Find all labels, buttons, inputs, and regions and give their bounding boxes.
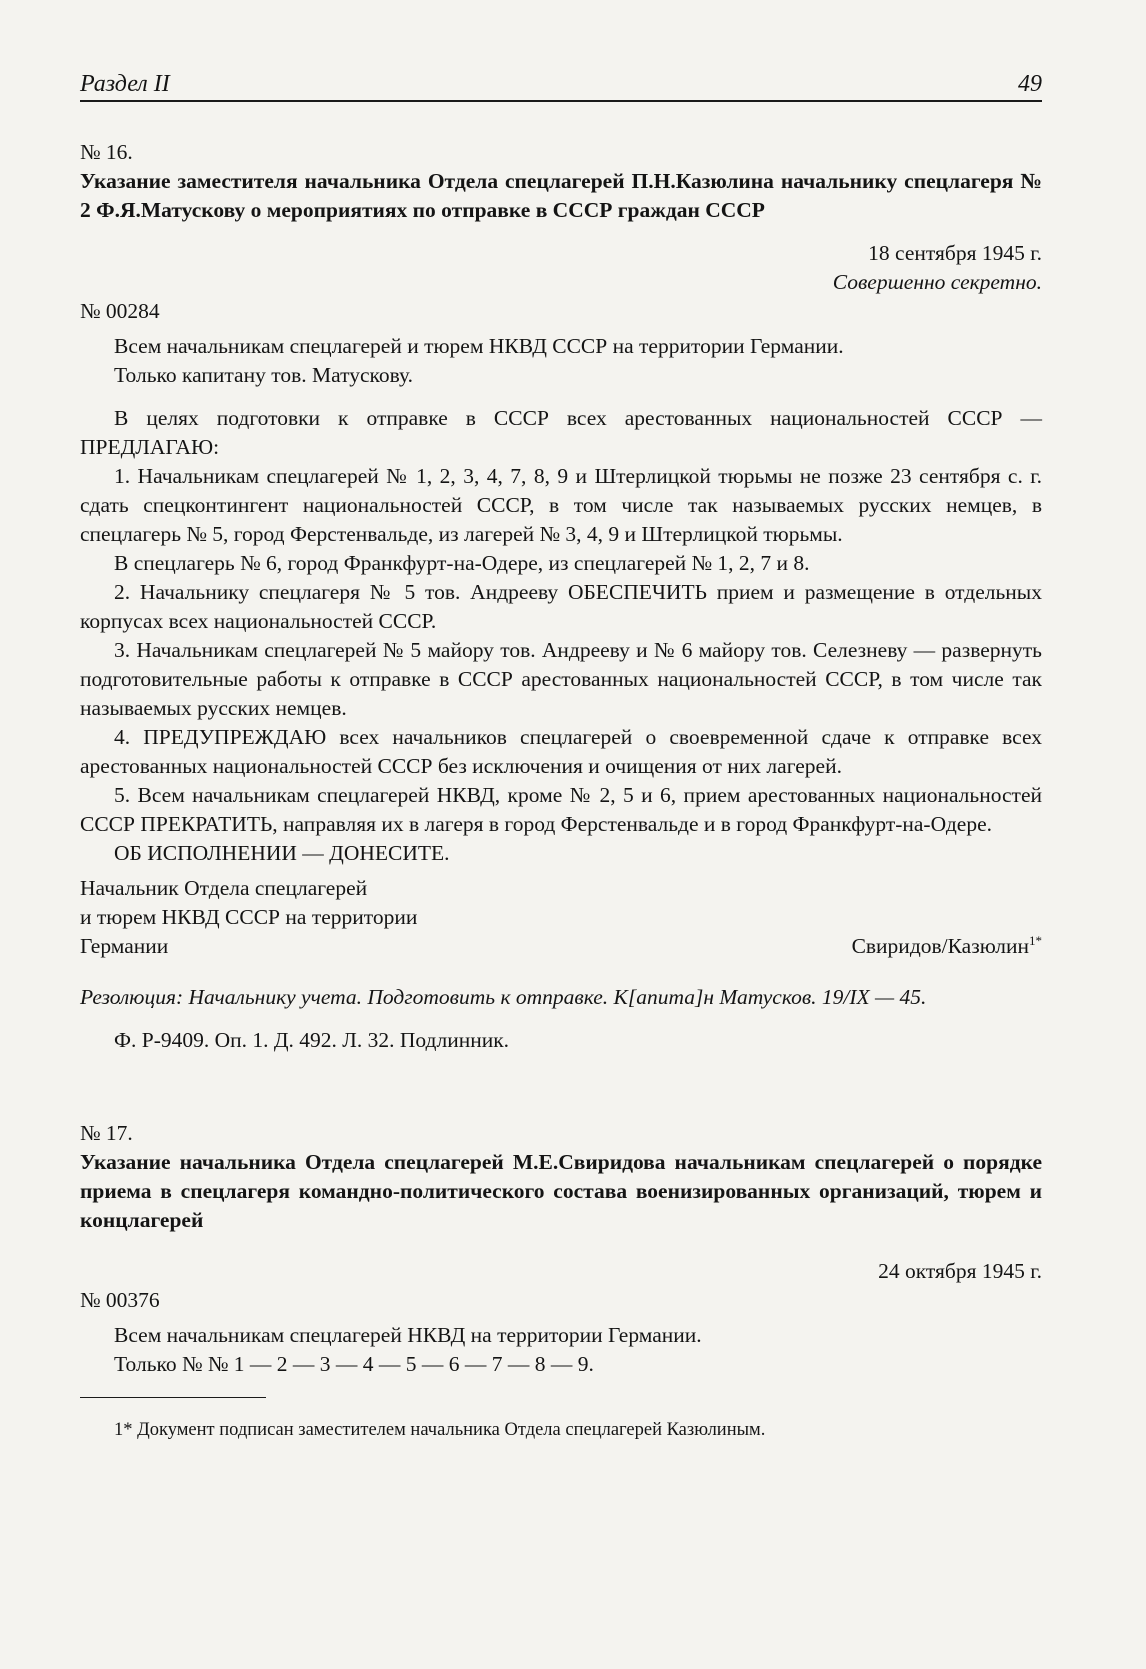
doc16-item-4: 4. ПРЕДУПРЕЖДАЮ всех начальников спецлагерей о своевременной сдаче к отправке всех арестованных национальностей СССР без исключения и очищения от них лагерей. (80, 725, 1042, 778)
section-title: Раздел II (80, 71, 170, 97)
doc16-signer (852, 932, 1042, 961)
doc17-addressee-1: Всем начальникам спецлагерей НКВД на территории Германии. (114, 1323, 702, 1347)
document-16 (80, 138, 1042, 1055)
doc16-resolution: Резолюция: Начальнику учета. Подготовить к отправке. К[апита]н Матусков. 19/IX — 45. (80, 985, 927, 1009)
running-header (80, 70, 1042, 102)
doc16-footnote-ref: 1* (1029, 932, 1042, 948)
page-number: 49 (1018, 71, 1042, 97)
doc16-reg-number: № 00284 (80, 299, 160, 323)
document-17 (80, 1119, 1042, 1379)
doc16-report: ОБ ИСПОЛНЕНИИ — ДОНЕСИТЕ. (114, 841, 450, 865)
doc16-date: 18 сентября 1945 г. (868, 241, 1042, 265)
doc16-classification: Совершенно секретно. (832, 270, 1042, 294)
doc16-signer-title: Начальник Отдела спецлагерей и тюрем НКВД СССР на территории Германии (80, 876, 418, 958)
doc16-title: Указание заместителя начальника Отдела спецлагерей П.Н.Казюлина начальнику спецлагеря № 2 Ф.Я.Матускову о мероприятиях по отправке в СССР граждан СССР (80, 169, 1042, 222)
doc17-number: № 17. (80, 1121, 133, 1145)
doc16-signature-block (80, 874, 1042, 961)
doc16-item-1: 1. Начальникам спецлагерей № 1, 2, 3, 4, 7, 8, 9 и Штерлицкой тюрьмы не позже 23 сентября с. г. сдать спецконтингент национальностей СССР, в том числе так называемых русских немцев, в спецлагерь № 5, город Ферстенвальде, из лагерей № 3, 4, 9 и Штерлицкой тюрьмы. (80, 464, 1042, 546)
doc16-item-3: 3. Начальникам спецлагерей № 5 майору тов. Андрееву и № 6 майору тов. Селезневу — развернуть подготовительные работы к отправке в СССР арестованных национальностей СССР, в том числе так называемых русских немцев. (80, 638, 1042, 720)
doc16-addressee-1: Всем начальникам спецлагерей и тюрем НКВД СССР на территории Германии. (114, 334, 844, 358)
doc17-addressee-2: Только № № 1 — 2 — 3 — 4 — 5 — 6 — 7 — 8 — 9. (114, 1352, 594, 1376)
doc16-item-2: 2. Начальнику спецлагеря № 5 тов. Андрееву ОБЕСПЕЧИТЬ прием и размещение в отдельных корпусах всех национальностей СССР. (80, 580, 1042, 633)
doc16-archive-ref: Ф. Р-9409. Оп. 1. Д. 492. Л. 32. Подлинник. (114, 1028, 510, 1052)
doc17-title: Указание начальника Отдела спецлагерей М.Е.Свиридова начальникам спецлагерей о порядке приема в спецлагеря командно-политического состава военизированных организаций, тюрем и концлагерей (80, 1150, 1042, 1232)
doc17-date: 24 октября 1945 г. (878, 1259, 1042, 1283)
footnote-1-text: Документ подписан заместителем начальника Отдела спецлагерей Казюлиным. (137, 1419, 766, 1440)
doc17-reg-number: № 00376 (80, 1288, 160, 1312)
doc16-item-1b: В спецлагерь № 6, город Франкфурт-на-Одере, из спецлагерей № 1, 2, 7 и 8. (114, 551, 810, 575)
footnote-1 (80, 1417, 1042, 1443)
footnote-1-mark: 1* (114, 1419, 133, 1440)
doc16-number: № 16. (80, 140, 133, 164)
doc16-signer-name: Свиридов/Казюлин (851, 934, 1029, 958)
footnote-divider (80, 1397, 266, 1398)
doc16-item-5: 5. Всем начальникам спецлагерей НКВД, кроме № 2, 5 и 6, прием арестованных национальностей СССР ПРЕКРАТИТЬ, направляя их в лагеря в город Ферстенвальде и в город Франкфурт-на-Одере. (80, 783, 1042, 836)
doc16-intro: В целях подготовки к отправке в СССР всех арестованных национальностей СССР — ПРЕДЛАГАЮ: (80, 406, 1042, 459)
doc16-addressee-2: Только капитану тов. Матускову. (114, 363, 413, 387)
book-page (80, 70, 1042, 1461)
